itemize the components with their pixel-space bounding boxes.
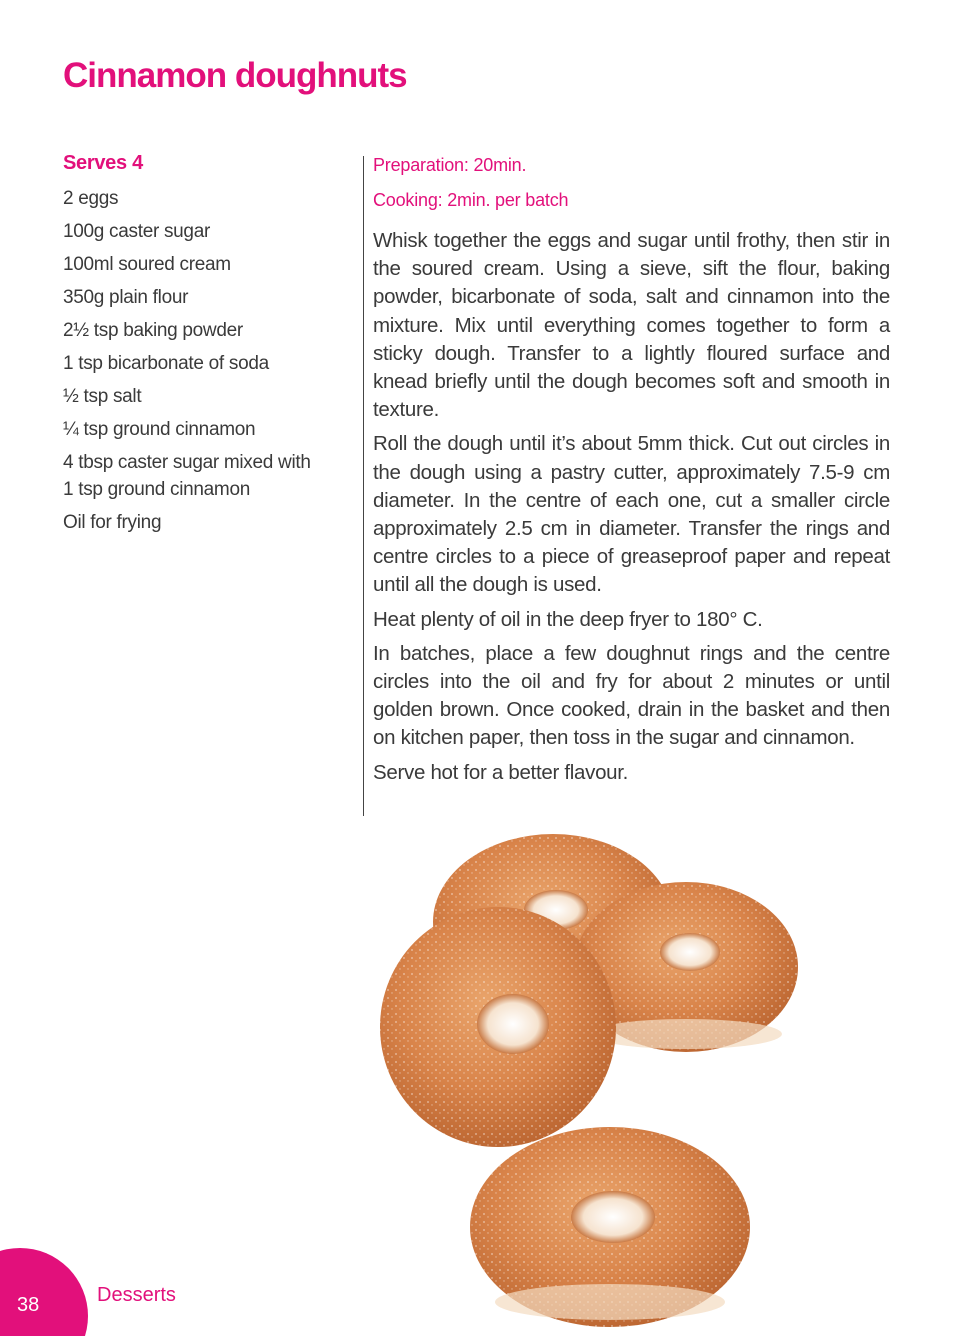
ingredient-item: 100g caster sugar <box>63 221 210 242</box>
method-panel <box>373 152 890 793</box>
ingredients-panel <box>63 152 343 542</box>
doughnut-front <box>470 1127 750 1327</box>
ingredient-item: 350g plain flour <box>63 287 189 308</box>
page-number: 38 <box>17 1294 40 1316</box>
ingredient-item: 2 eggs <box>63 188 119 209</box>
ingredient-item: 100ml soured cream <box>63 254 231 275</box>
cooking-time: Cooking: 2min. per batch <box>373 190 569 210</box>
section-label: Desserts <box>97 1284 176 1306</box>
ingredient-item: ¼ tsp ground cinnamon <box>63 419 256 440</box>
page-number-tab <box>0 1248 88 1336</box>
method-paragraph: Roll the dough until it’s about 5mm thick. Cut out circles in the dough using a pastry cutter, approximately 7.5-9 cm diameter. In the centre of each one, cut a smaller circle approximately 2.5 cm in diameter. Transfer the rings and centre circles to a piece of greaseproof paper and repeat until all the dough is used. <box>373 432 890 597</box>
ingredients-list <box>63 185 343 536</box>
doughnuts-photo <box>378 812 798 1336</box>
column-divider <box>363 156 364 816</box>
method-paragraph: Whisk together the eggs and sugar until frothy, then stir in the soured cream. Using a sieve, sift the flour, baking powder, bicarbonate of soda, salt and cinnamon into the mixture. Mix until everything comes together to form a sticky dough. Transfer to a lightly floured surface and knead briefly until the dough becomes soft and smooth in texture. <box>373 229 890 422</box>
ingredient-item: ½ tsp salt <box>63 386 142 407</box>
method-paragraph: Heat plenty of oil in the deep fryer to 180° C. <box>373 607 763 631</box>
method-text <box>373 227 890 787</box>
doughnut-left <box>380 907 616 1147</box>
ingredient-item: 2½ tsp baking powder <box>63 320 243 341</box>
ingredient-item: 1 tsp bicarbonate of soda <box>63 353 269 374</box>
method-paragraph: Serve hot for a better flavour. <box>373 760 629 784</box>
method-paragraph: In batches, place a few doughnut rings and the centre circles into the oil and fry for about 2 minutes or until golden brown. Once cooked, drain in the basket and then on kitchen paper, then toss in the sugar and cinnamon. <box>373 641 890 750</box>
ingredient-item: 4 tbsp caster sugar mixed with 1 tsp ground cinnamon <box>63 452 311 500</box>
ingredient-item: Oil for frying <box>63 512 162 533</box>
preparation-time: Preparation: 20min. <box>373 155 527 175</box>
serves-heading: Serves 4 <box>63 152 143 174</box>
page-title: Cinnamon doughnuts <box>63 56 407 95</box>
